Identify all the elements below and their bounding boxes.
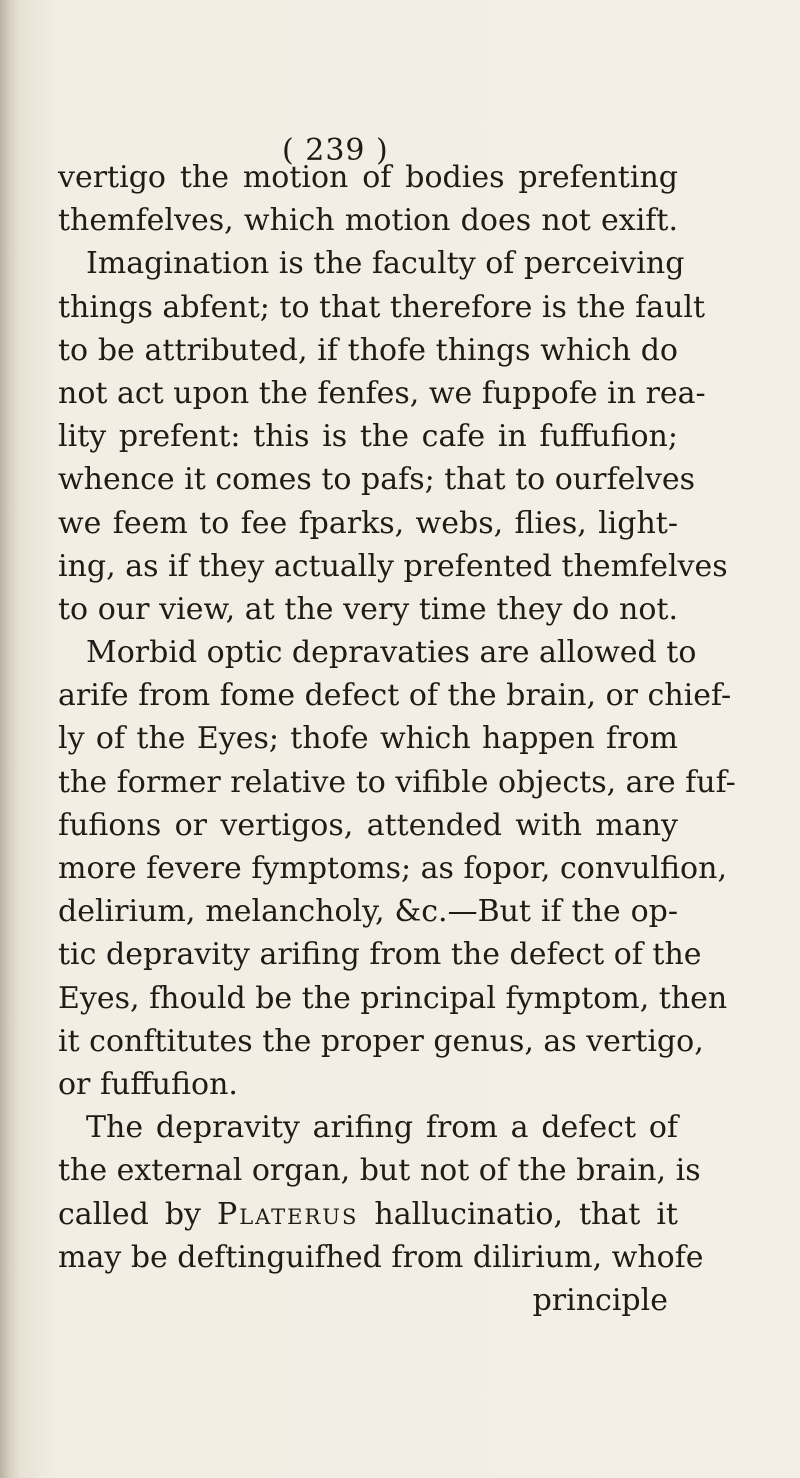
text-line: delirium, melancholy, &c.—But if the op- [58,894,678,930]
text-segment: hallucinatio, that it [374,1196,678,1232]
text-line: lity prefent: this is the cafe in fuffufion; [58,419,678,455]
text-line: The depravity arifing from a defect of [86,1110,678,1146]
text-line: Imagination is the faculty of perceiving [86,246,685,282]
text-line: to be attributed, if thofe things which do [58,332,678,368]
text-line: Morbid optic depravaties are allowed to [86,635,697,671]
gutter-shadow [0,0,18,1478]
text-segment: called by [58,1196,201,1232]
catchword: principle [532,1282,668,1318]
body-text [58,156,736,1322]
text-line: themfelves, which motion does not exift. [58,203,678,239]
text-line: whence it comes to pafs; that to ourfelves [58,462,696,498]
text-line: things abfent; to that therefore is the fault [58,289,706,325]
text-line: arife from fome defect of the brain, or chief- [58,678,732,714]
text-line: it conftitutes the proper genus, as vertigo, [58,1023,704,1059]
text-line: may be deftinguifhed from dilirium, whofe [58,1239,704,1275]
text-line: fufions or vertigos, attended with many [58,807,678,843]
text-line: we feem to fee fparks, webs, flies, light- [58,505,678,541]
text-line: to our view, at the very time they do not. [58,591,678,627]
text-line: the former relative to vifible objects, are fuf- [58,764,736,800]
text-line: vertigo the motion of bodies prefenting [58,160,678,195]
text-line: more fevere fymptoms; as fopor, convulfion, [58,851,727,886]
text-line: or fuffufion. [58,1066,238,1102]
text-line: Eyes, fhould be the principal fymptom, then [58,980,728,1016]
text-line: tic depravity arifing from the defect of the [58,937,702,973]
text-line: ing, as if they actually prefented themfelves [58,548,728,584]
page-number: ( 239 ) [282,133,389,168]
text-line-with-name [58,1193,678,1236]
text-line: not act upon the fenfes, we fuppofe in rea- [58,375,706,411]
text-line: the external organ, but not of the brain, is [58,1153,701,1189]
author-name-platerus: Platerus [217,1196,359,1232]
text-line: ly of the Eyes; thofe which happen from [58,721,678,757]
